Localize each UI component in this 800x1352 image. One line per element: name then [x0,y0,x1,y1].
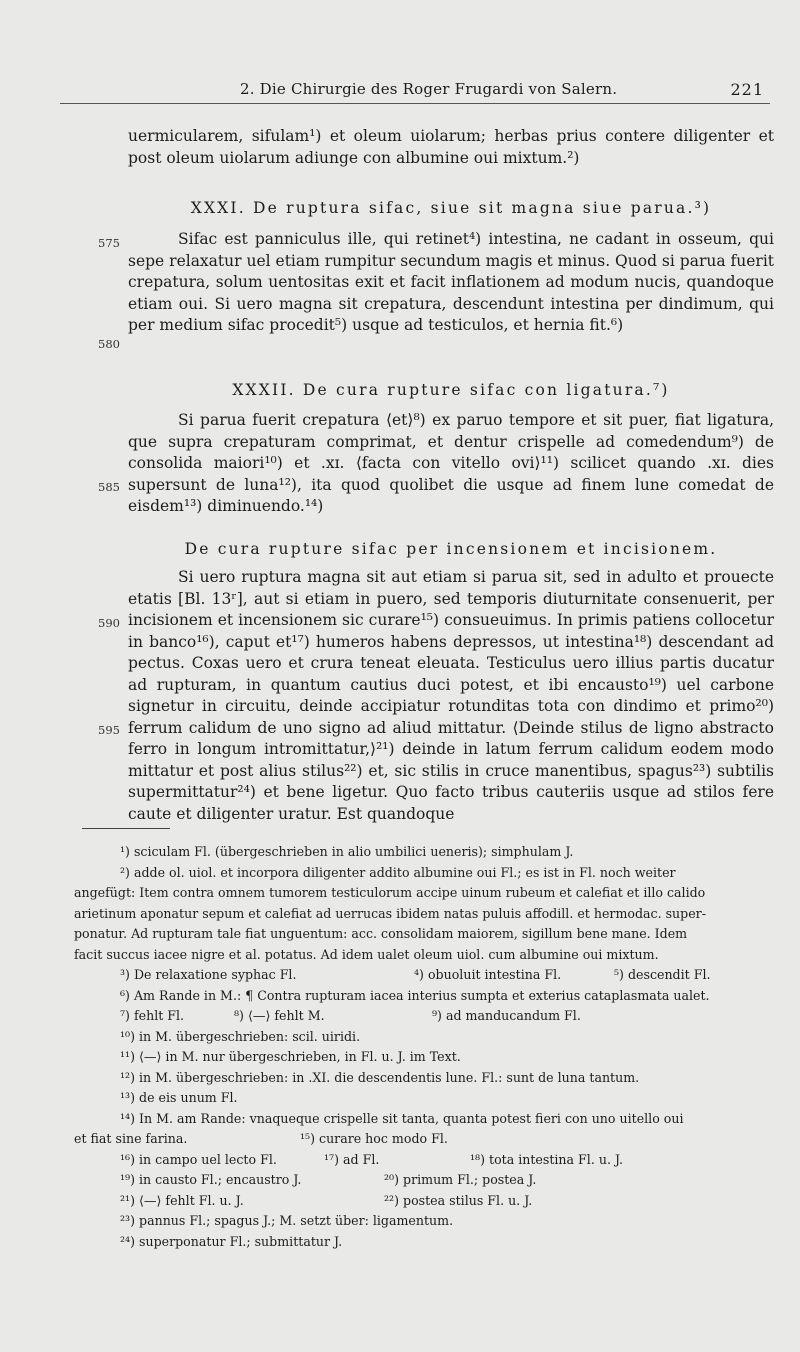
footnotes [74,842,774,1252]
footnote-rule [82,828,170,829]
footnote: ¹²) in M. übergeschrieben: in .XI. die descendentis lune. Fl.: sunt de luna tantum. [120,1069,640,1085]
line-number: 585 [98,480,120,494]
running-title: 2. Die Chirurgie des Roger Frugardi von Salern. [240,80,618,98]
footnote: ²²) postea stilus Fl. u. J. [384,1192,533,1208]
footnote: ⁷) fehlt Fl. [120,1008,185,1023]
footnote: ¹⁸) tota intestina Fl. u. J. [470,1151,624,1167]
footnote: ¹⁷) ad Fl. [324,1151,380,1167]
paragraph-chapter-32: Si parua fuerit crepatura ⟨et⟩⁸) ex paruo tempore et sit puer, fiat ligatura, que supra crepaturam comprimat, et dentur crispelle ad comedendum⁹) de consolida maiori¹⁰) et .xɪ. ⟨facta con vitello ovi⟩¹¹) scilicet quando .xɪ. dies supersunt de luna¹²), ita quod quolibet die usque ad finem lune comedat de eisdem¹³) diminuendo.¹⁴) [128,411,774,515]
footnote-row [74,1129,774,1150]
footnote: ¹⁴) In M. am Rande: vnaqueque crispelle sit tanta, quanta potest fieri con uno uitello oui [120,1110,684,1126]
footnote-continuation: et fiat sine farina. [74,1131,188,1146]
header-rule [60,103,770,104]
footnote-continuation: ponatur. Ad rupturam tale fiat unguentum: acc. consolidam maiorem, sigillum bene mane. Idem [74,926,688,941]
chapter-heading-32: XXXII. De cura rupture sifac con ligatura.⁷) [232,381,670,399]
paragraph-chapter-31: Sifac est panniculus ille, qui retinet⁴) intestina, ne cadant in osseum, qui sepe relaxatur uel etiam rumpitur secundum magis et minus. Quod si parua fuerit crepatura, solum uentositas exit et facit inflationem ad modum nucis, quandoque etiam oui. Si uero magna sit crepatura, descendunt intestina per dindimum, qui per medium sifac procedit⁵) usque ad testiculos, et hernia fit.⁶) [128,230,774,334]
footnote: ¹¹) ⟨—⟩ in M. nur übergeschrieben, in Fl. u. J. im Text. [120,1049,461,1064]
running-header [60,80,770,102]
footnote: ¹⁶) in campo uel lecto Fl. [120,1151,277,1167]
footnote: ²³) pannus Fl.; spagus J.; M. setzt über: ligamentum. [120,1213,454,1228]
footnote-row [74,1150,774,1171]
footnote: ²⁴) superponatur Fl.; submittatur J. [120,1233,343,1249]
footnote: ⁸) ⟨—⟩ fehlt M. [234,1008,325,1023]
paragraph-section: Si uero ruptura magna sit aut etiam si parua sit, sed in adulto et prouecte etatis [Bl. 13ʳ], aut si etiam in puero, sed temporis diuturnitate consenuerit, per incisionem et incensionem sic curare¹⁵) consueuimus. In primis patiens collocetur in banco¹⁶), caput et¹⁷) humeros habens depressos, ut intestina¹⁸) descendant ad pectus. Coxas uero et crura teneat eleuata. Testiculus uero illius partis ducatur ad rupturam, in quantum cautius duci potest, et ibi encausto¹⁹) uel carbone signetur in circuitu, deinde accipiatur rotunditas tota con dindimo et primo²⁰) ferrum calidum de uno signo ad aliud mittatur. ⟨Deinde stilus de ligno abstracto ferro in longum intromittatur,⟩²¹) deinde in latum ferrum calidum eodem modo mittatur et post alius stilus²²) et, sic stilis in cruce manentibus, spagus²³) subtilis supermittatur²⁴) et bene ligetur. Quo facto tribus cauteriis usque ad stilos fere caute et diligenter uratur. Est quandoque [128,568,774,823]
footnote: ¹) sciculam Fl. (übergeschrieben in alio umbilici ueneris); simphulam J. [120,844,574,859]
footnote: ²¹) ⟨—⟩ fehlt Fl. u. J. [120,1192,244,1208]
footnote-row [74,965,774,986]
footnote-continuation: arietinum aponatur sepum et calefiat ad uerrucas ibidem natas puluis affodill. et hermodac. super- [74,905,706,921]
chapter-heading-31: XXXI. De ruptura sifac, siue sit magna siue parua.³) [190,199,712,217]
footnote: ⁹) ad manducandum Fl. [432,1008,581,1023]
paragraph-continued: uermicularem, sifulam¹) et oleum uiolarum; herbas prius contere diligenter et post oleum uiolarum adiunge con albumine oui mixtum.²) [128,127,774,167]
section-heading: De cura rupture sifac per incensionem et incisionem. [184,540,718,558]
footnote: ⁵) descendit Fl. [614,967,711,982]
footnote: ¹⁰) in M. übergeschrieben: scil. uiridi. [120,1028,361,1044]
footnote-row [74,1191,774,1212]
footnote: ²⁰) primum Fl.; postea J. [384,1172,537,1187]
line-number: 580 [98,337,120,351]
line-number: 595 [98,723,120,737]
footnote-row [74,1006,774,1027]
line-number: 575 [98,236,120,250]
footnote-continuation: angefügt: Item contra omnem tumorem testiculorum accipe uinum rubeum et calefiat et illo calido [74,885,706,900]
footnote: ⁴) obuoluit intestina Fl. [414,967,562,982]
footnote: ¹⁵) curare hoc modo Fl. [300,1131,448,1146]
footnote: ¹³) de eis unum Fl. [120,1090,238,1105]
footnote: ²) adde ol. uiol. et incorpora diligenter addito albumine oui Fl.; es ist in Fl. noch weiter [120,864,676,880]
footnote: ³) De relaxatione syphac Fl. [120,967,297,982]
footnote-row [74,1170,774,1191]
page-number: 221 [730,80,764,99]
footnote: ¹⁹) in causto Fl.; encaustro J. [120,1172,302,1187]
footnote-continuation: facit succus iacee nigre et al. potatus. Ad idem ualet oleum uiol. cum albumine oui mixtum. [74,946,659,962]
line-number: 590 [98,616,120,630]
footnote: ⁶) Am Rande in M.: ¶ Contra rupturam iacea interius sumpta et exterius cataplasmata ualet. [120,987,710,1003]
